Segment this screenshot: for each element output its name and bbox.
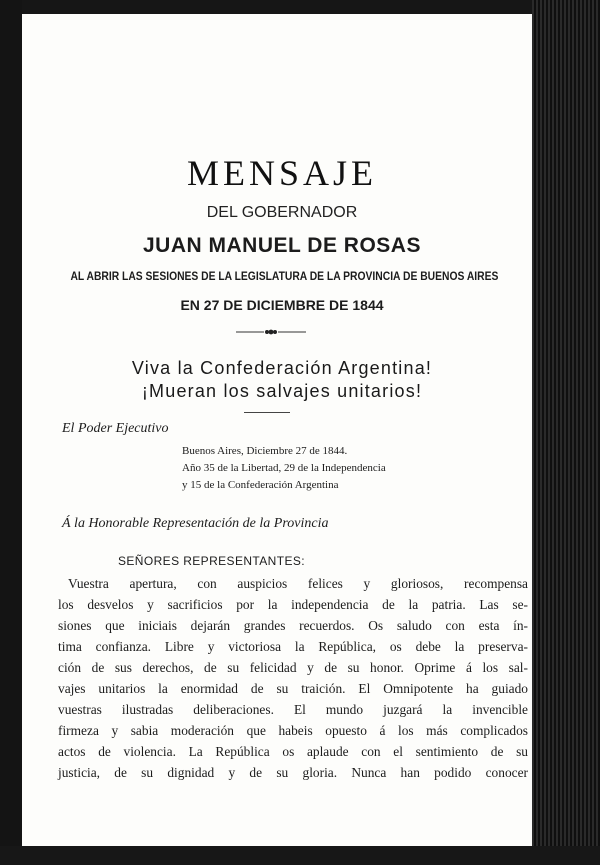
addressee-heading: Á la Honorable Representación de la Provincia [62,516,329,531]
place-date-line: y 15 de la Confederación Argentina [182,479,339,491]
place-date-line: Año 35 de la Libertad, 29 de la Independencia [182,462,386,474]
scan-border-right [532,0,600,865]
scan-border-left [0,0,22,865]
document-subtitle: DEL GOBERNADOR [206,204,358,221]
body-text-line: ción de sus derechos, de su felicidad y de su honor. Oprime á los sal- [58,660,528,675]
occasion-line: AL ABRIR LAS SESIONES DE LA LEGISLATURA DE LA PROVINCIA DE BUENOS AIRES [70,269,499,283]
motto-line: ¡Mueran los salvajes unitarios! [141,381,423,401]
body-text-line: actos de violencia. La República os aplaude con el sentimiento de su [58,744,528,759]
body-text-line: Vuestra apertura, con auspicios felices y gloriosos, recompensa [68,576,528,591]
scan-border-bottom [0,846,600,865]
ornament-flourish [236,328,306,336]
motto-line: Viva la Confederación Argentina! [131,358,433,378]
divider [244,412,290,413]
scan-border-top [0,0,600,14]
place-date-line: Buenos Aires, Diciembre 27 de 1844. [182,445,348,457]
document-page [22,14,532,846]
body-text-line: tima confianza. Libre y victoriosa la República, os debe la preserva- [58,639,528,654]
date-line: EN 27 DE DICIEMBRE DE 1844 [180,297,384,313]
salutation: SEÑORES REPRESENTANTES: [118,554,306,568]
body-text-line: siones que iniciais dejarán grandes recuerdos. Os saludo con esta ín- [58,618,528,633]
governor-name: JUAN MANUEL DE ROSAS [143,234,421,257]
body-text-line: vajes unitarios la enormidad de su traición. El Omnipotente ha guiado [58,681,528,696]
body-text-line: vuestras ilustradas deliberaciones. El mundo juzgará la invencible [58,702,528,717]
sender-heading: El Poder Ejecutivo [62,421,169,436]
body-text-line: justicia, de su dignidad y de su gloria. Nunca han podido conocer [58,765,528,780]
document-title: MENSAJE [186,153,378,193]
body-text-line: firmeza y sabia moderación que habeis opuesto á los más complicados [58,723,528,738]
body-text-line: los desvelos y sacrificios por la independencia de la patria. Las se- [58,597,528,612]
